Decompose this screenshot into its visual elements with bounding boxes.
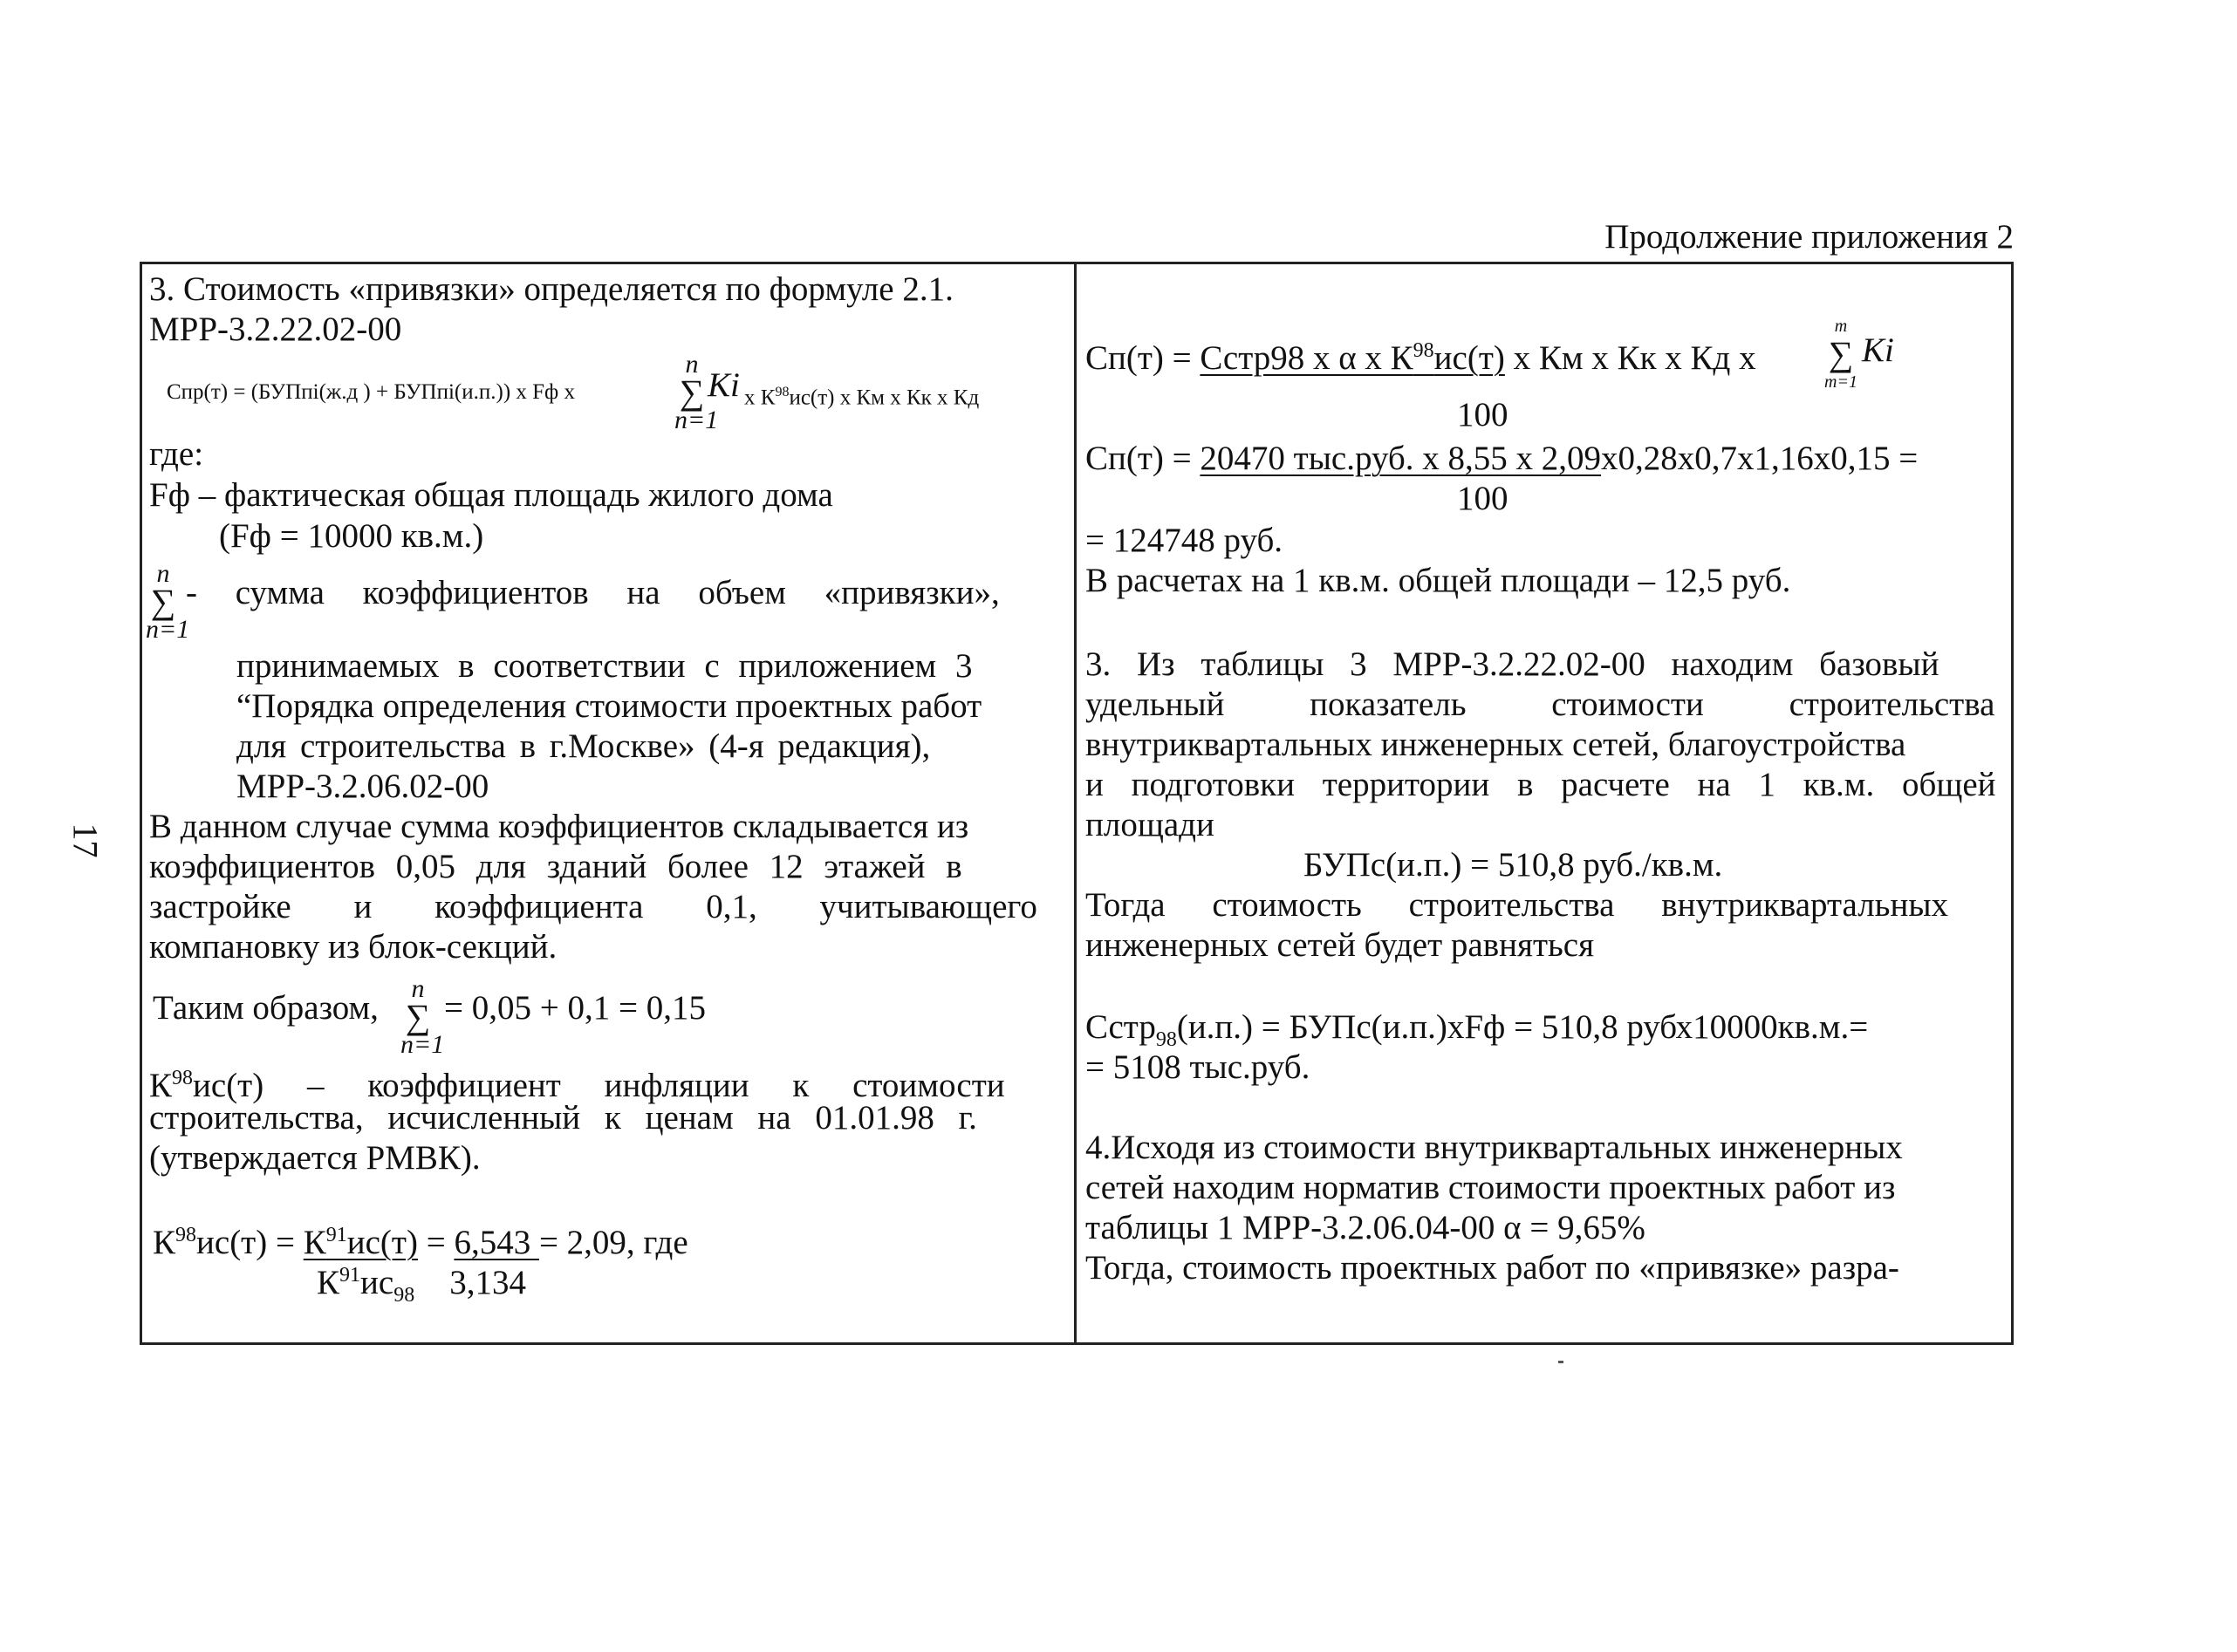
inflation-line-3: (утверждается РМВК). [149, 1139, 481, 1177]
then-line-1: Тогда стоимость строительства внутриквартальных [1085, 886, 1949, 924]
sum-sign: ∑ [679, 372, 705, 412]
den-is: ис [360, 1264, 394, 1301]
page-number: 17 [65, 823, 106, 858]
sum-m-sign: ∑ [1828, 334, 1854, 373]
sum-m-lower: m=1 [1824, 372, 1857, 392]
cstr-label: Сстр [1085, 1008, 1156, 1046]
accepted-line-3: для строительства в г.Москве» (4-я редакция), [236, 727, 931, 765]
sum-sign: ∑ [150, 582, 176, 621]
sp-label: Сп(т) = [1085, 339, 1201, 377]
sp-numerator: Сстр98 х α х $К^{98}ис(т)$ [1200, 339, 1505, 377]
p3-line-2: удельный показатель стоимости строительства [1085, 686, 1995, 723]
calculation-table [140, 262, 2014, 1345]
sp2-label: Сп(т) = [1085, 440, 1201, 477]
formula-cost-binding [167, 372, 575, 413]
den-k: К [317, 1264, 340, 1301]
sum-symbol-desc [146, 559, 190, 644]
kf-numerator: $К^{91}ис(т)$ [303, 1224, 418, 1261]
ff-definition: Fф – фактическая общая площадь жилого дома [149, 476, 833, 514]
formula-sp [1085, 331, 1756, 379]
sum-symbol-thus [400, 974, 445, 1059]
bups-value: БУПс(и.п.) = 510,8 руб./кв.м. [1303, 846, 1723, 884]
kf-value: 6,543 [454, 1224, 539, 1261]
formula-sup: 98 [775, 385, 790, 399]
case-line-2: коэффициентов 0,05 для зданий более 12 этажей в [149, 848, 962, 885]
accepted-line-2: “Порядка определения стоимости проектных работ [236, 687, 982, 725]
thus-label: Таким образом, [153, 989, 379, 1027]
sum-sign: ∑ [405, 997, 431, 1036]
sum-description-text: - сумма коэффициентов на объем «привязки», [186, 574, 1000, 611]
formula-sum-symbol [674, 350, 719, 434]
ff-value: (Fф = 10000 кв.м.) [219, 517, 484, 555]
den-sup: 91 [339, 1264, 361, 1287]
den-value: 3,134 [449, 1264, 526, 1301]
k-sup: 98 [172, 1067, 194, 1089]
case-line-4: компановку из блок-секций. [149, 928, 558, 966]
per-sqm-cost: В расчетах на 1 кв.м. общей площади – 12,5 руб. [1085, 562, 1791, 599]
kf-result: = 2,09, где [538, 1224, 688, 1261]
sum-m-upper: m [1834, 317, 1848, 336]
accepted-line-4: МРР-3.2.06.02-00 [236, 768, 489, 805]
den-sub: 98 [393, 1283, 415, 1307]
p3-line-4: и подготовки территории в расчете на 1 кв.м. общей [1085, 766, 1996, 803]
k-symbol: К [149, 1067, 173, 1104]
paragraph-3-line: 3. Стоимость «привязки» определяется по формуле 2.1. [149, 270, 954, 308]
case-line-3: застройке и коэффициента 0,1, учитывающего [149, 888, 1037, 925]
sum-lower: n=1 [400, 1030, 445, 1059]
then-line-2: инженерных сетей будет равняться [1085, 926, 1595, 964]
sum-lower: n=1 [674, 406, 719, 434]
scan-speck [1558, 1361, 1563, 1363]
right-column [1077, 264, 2014, 1342]
formula-sp-values [1085, 439, 1918, 479]
kf-equals: = [417, 1224, 455, 1261]
sp2-multipliers: х0,28х0,7х1,16х0,15 = [1601, 440, 1919, 477]
formula-tail: ис(т) х Км х Кк х Кд [789, 386, 980, 410]
sp-denominator: 100 [1457, 396, 1508, 433]
p4-line-1: 4.Исходя из стоимости внутриквартальных инженерных [1085, 1129, 1903, 1166]
accepted-line-1: принимаемых в соответствии с приложением 3 [236, 647, 973, 685]
inflation-text: ис(т) – коэффициент инфляции к стоимости [193, 1067, 1005, 1104]
cstr-expression: (и.п.) = БУПс(и.п.)хFф = 510,8 рубх10000кв.м.= [1176, 1008, 1869, 1046]
cstr-result: = 5108 тыс.руб. [1085, 1048, 1310, 1086]
sp2-denominator: 100 [1457, 480, 1508, 517]
formula-part-b [744, 372, 979, 418]
kf-sup: 98 [175, 1224, 197, 1246]
continuation-header: Продолжение приложения 2 [1604, 218, 2014, 256]
where-label: где: [149, 435, 204, 473]
p3-line-5: площади [1085, 806, 1214, 843]
sum-description [186, 573, 1065, 613]
sp-multipliers: х Км х Кк х Кд х [1504, 339, 1756, 377]
thus-value: = 0,05 + 0,1 = 0,15 [444, 989, 706, 1027]
p3-line-1: 3. Из таблицы 3 МРР-3.2.22.02-00 находим базовый [1085, 645, 1939, 683]
kf-is: ис(т) = [196, 1224, 304, 1261]
sum-upper: n [685, 350, 699, 379]
sp-result: = 124748 руб. [1085, 522, 1283, 559]
standard-code: МРР-3.2.22.02-00 [149, 311, 402, 348]
sum-lower: n=1 [146, 615, 190, 644]
case-line-1: В данном случае сумма коэффициентов складывается из [149, 808, 969, 845]
cstr-sub: 98 [1155, 1027, 1177, 1051]
sum-symbol-m [1823, 313, 1858, 395]
formula-k: х К [744, 386, 776, 410]
sum-upper: n [156, 559, 170, 588]
sp-ki: Ki [1862, 331, 1894, 369]
inflation-denominator [317, 1255, 526, 1315]
sp2-numerator: 20470 тыс.руб. х 8,55 х 2,09 [1200, 440, 1602, 477]
p3-line-3: внутриквартальных инженерных сетей, благоустройства [1085, 726, 1906, 763]
p4-line-2: сетей находим норматив стоимости проектных работ из [1085, 1169, 1896, 1206]
formula-ki: Ki [708, 366, 740, 404]
p4-line-3: таблицы 1 МРР-3.2.06.04-00 α = 9,65% [1085, 1209, 1645, 1246]
kf-k: К [153, 1224, 176, 1261]
inflation-line-2: строительства, исчисленный к ценам на 01.01.98 г. [149, 1099, 977, 1137]
p4-line-4: Тогда, стоимость проектных работ по «привязке» разра- [1085, 1249, 1899, 1287]
left-column [142, 264, 1074, 1342]
formula-part-a: Спр(т) = (БУПпi(ж.д ) + БУПпi(и.п.)) х Fф х [167, 380, 575, 404]
sum-upper: n [411, 974, 425, 1003]
